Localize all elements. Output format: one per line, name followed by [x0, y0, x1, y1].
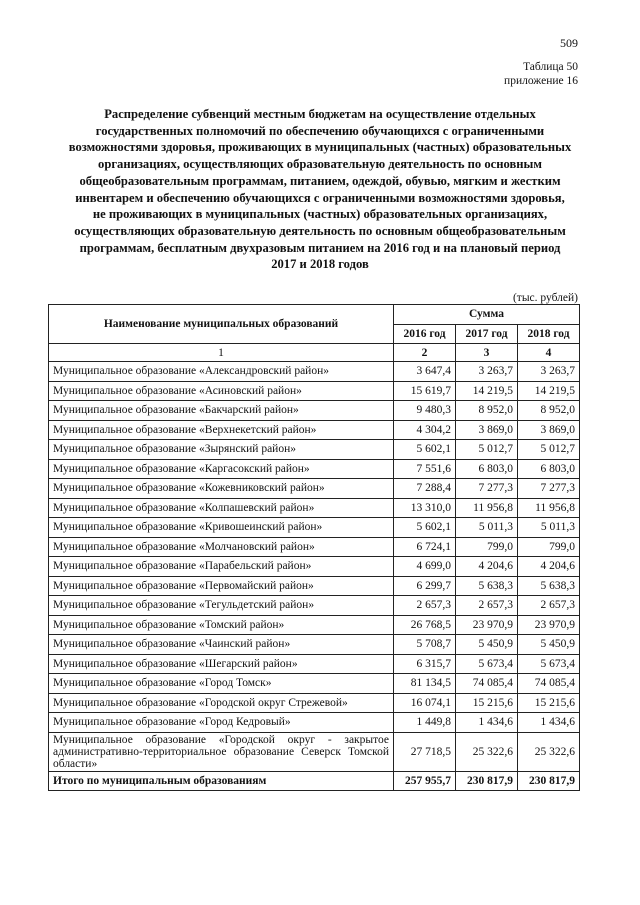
table-row [49, 693, 580, 713]
municipality-name: Муниципальное образование «Тегульдетский район» [49, 596, 394, 616]
value-2018: 74 085,4 [518, 674, 580, 694]
value-2017: 7 277,3 [456, 479, 518, 499]
table-row [49, 635, 580, 655]
subvention-table [48, 304, 580, 791]
table-row [49, 654, 580, 674]
value-2018: 14 219,5 [518, 381, 580, 401]
value-2018: 4 204,6 [518, 557, 580, 577]
value-2017: 11 956,8 [456, 498, 518, 518]
value-2018: 5 011,3 [518, 518, 580, 538]
table-row [49, 732, 580, 771]
value-2016: 27 718,5 [394, 732, 456, 771]
total-row [49, 771, 580, 791]
table-row [49, 596, 580, 616]
table-row [49, 576, 580, 596]
index-cell: 4 [518, 344, 580, 362]
index-cell: 2 [394, 344, 456, 362]
header-sum: Сумма [394, 305, 580, 325]
appendix-label: приложение 16 [504, 75, 578, 87]
value-2016: 3 647,4 [394, 362, 456, 382]
table-row [49, 615, 580, 635]
header-year-2017: 2017 год [456, 324, 518, 344]
value-2018: 8 952,0 [518, 401, 580, 421]
municipality-name: Муниципальное образование «Верхнекетский район» [49, 420, 394, 440]
value-2016: 6 315,7 [394, 654, 456, 674]
value-2016: 1 449,8 [394, 713, 456, 733]
table-reference [504, 60, 578, 88]
page-number: 509 [560, 36, 578, 50]
value-2017: 15 215,6 [456, 693, 518, 713]
value-2018: 2 657,3 [518, 596, 580, 616]
value-2016: 4 304,2 [394, 420, 456, 440]
value-2016: 5 602,1 [394, 518, 456, 538]
index-cell: 1 [49, 344, 394, 362]
table-row [49, 459, 580, 479]
value-2016: 81 134,5 [394, 674, 456, 694]
value-2018: 799,0 [518, 537, 580, 557]
table-row [49, 518, 580, 538]
municipality-name: Муниципальное образование «Шегарский район» [49, 654, 394, 674]
value-2018: 3 869,0 [518, 420, 580, 440]
value-2017: 2 657,3 [456, 596, 518, 616]
value-2018: 1 434,6 [518, 713, 580, 733]
value-2016: 13 310,0 [394, 498, 456, 518]
value-2018: 5 673,4 [518, 654, 580, 674]
value-2018: 23 970,9 [518, 615, 580, 635]
value-2016: 4 699,0 [394, 557, 456, 577]
value-2016: 5 602,1 [394, 440, 456, 460]
municipality-name: Муниципальное образование «Город Кедровый» [49, 713, 394, 733]
municipality-name: Муниципальное образование «Парабельский район» [49, 557, 394, 577]
value-2018: 3 263,7 [518, 362, 580, 382]
value-2017: 5 011,3 [456, 518, 518, 538]
municipality-name: Муниципальное образование «Чаинский район» [49, 635, 394, 655]
value-2017: 23 970,9 [456, 615, 518, 635]
table-row [49, 420, 580, 440]
value-2017: 1 434,6 [456, 713, 518, 733]
table-row [49, 498, 580, 518]
municipality-name: Муниципальное образование «Колпашевский район» [49, 498, 394, 518]
value-2017: 8 952,0 [456, 401, 518, 421]
municipality-name: Муниципальное образование «Бакчарский район» [49, 401, 394, 421]
municipality-name: Муниципальное образование «Кривошеинский район» [49, 518, 394, 538]
municipality-name: Муниципальное образование «Каргасокский район» [49, 459, 394, 479]
value-2018: 15 215,6 [518, 693, 580, 713]
table-row [49, 674, 580, 694]
value-2016: 6 724,1 [394, 537, 456, 557]
table-row [49, 479, 580, 499]
total-2018: 230 817,9 [518, 771, 580, 791]
value-2018: 11 956,8 [518, 498, 580, 518]
total-label: Итого по муниципальным образованиям [49, 771, 394, 791]
value-2017: 5 012,7 [456, 440, 518, 460]
total-2017: 230 817,9 [456, 771, 518, 791]
table-row [49, 557, 580, 577]
table-row [49, 362, 580, 382]
table-label: Таблица 50 [523, 61, 578, 73]
municipality-name: Муниципальное образование «Город Томск» [49, 674, 394, 694]
municipality-name: Муниципальное образование «Томский район» [49, 615, 394, 635]
municipality-name: Муниципальное образование «Молчановский район» [49, 537, 394, 557]
value-2017: 799,0 [456, 537, 518, 557]
value-2018: 5 450,9 [518, 635, 580, 655]
value-2016: 9 480,3 [394, 401, 456, 421]
total-2016: 257 955,7 [394, 771, 456, 791]
header-year-2016: 2016 год [394, 324, 456, 344]
municipality-name: Муниципальное образование «Городской округ - закрытое административно-территориальное образование Северск Томской области» [49, 732, 394, 771]
value-2016: 26 768,5 [394, 615, 456, 635]
index-cell: 3 [456, 344, 518, 362]
value-2018: 6 803,0 [518, 459, 580, 479]
value-2018: 5 638,3 [518, 576, 580, 596]
value-2016: 15 619,7 [394, 381, 456, 401]
value-2016: 6 299,7 [394, 576, 456, 596]
municipality-name: Муниципальное образование «Зырянский район» [49, 440, 394, 460]
header-year-2018: 2018 год [518, 324, 580, 344]
value-2016: 2 657,3 [394, 596, 456, 616]
municipality-name: Муниципальное образование «Александровский район» [49, 362, 394, 382]
value-2018: 7 277,3 [518, 479, 580, 499]
municipality-name: Муниципальное образование «Первомайский район» [49, 576, 394, 596]
value-2016: 5 708,7 [394, 635, 456, 655]
value-2017: 3 869,0 [456, 420, 518, 440]
value-2017: 5 450,9 [456, 635, 518, 655]
table-row [49, 401, 580, 421]
value-2016: 7 288,4 [394, 479, 456, 499]
units-note: (тыс. рублей) [512, 292, 578, 304]
table-row [49, 713, 580, 733]
table-row [49, 440, 580, 460]
value-2017: 14 219,5 [456, 381, 518, 401]
value-2017: 74 085,4 [456, 674, 518, 694]
value-2017: 4 204,6 [456, 557, 518, 577]
value-2017: 3 263,7 [456, 362, 518, 382]
municipality-name: Муниципальное образование «Асиновский район» [49, 381, 394, 401]
municipality-name: Муниципальное образование «Кожевниковский район» [49, 479, 394, 499]
value-2017: 5 673,4 [456, 654, 518, 674]
table-row [49, 381, 580, 401]
municipality-name: Муниципальное образование «Городской округ Стрежевой» [49, 693, 394, 713]
value-2016: 7 551,6 [394, 459, 456, 479]
value-2016: 16 074,1 [394, 693, 456, 713]
value-2017: 6 803,0 [456, 459, 518, 479]
value-2018: 25 322,6 [518, 732, 580, 771]
value-2017: 25 322,6 [456, 732, 518, 771]
document-title: Распределение субвенций местным бюджетам на осуществление отдельных государственных полномочий по обеспечению обучающихся с ограниченными возможностями здоровья, проживающих в муниципальных (частных) образовательных организациях, осуществляющих образовательную деятельность по основным общеобразовательным программам, питанием, одеждой, обувью, мягким и жестким инвентарем и обеспечению обучающихся с ограниченными возможностями здоровья, не проживающих в муниципальных (частных) образовательных организациях, осуществляющих образовательную деятельность по основным общеобразовательным программам, бесплатным двухразовым питанием на 2016 год и на плановый период 2017 и 2018 годов [68, 107, 572, 272]
value-2018: 5 012,7 [518, 440, 580, 460]
value-2017: 5 638,3 [456, 576, 518, 596]
table-row [49, 537, 580, 557]
header-name: Наименование муниципальных образований [49, 305, 394, 344]
